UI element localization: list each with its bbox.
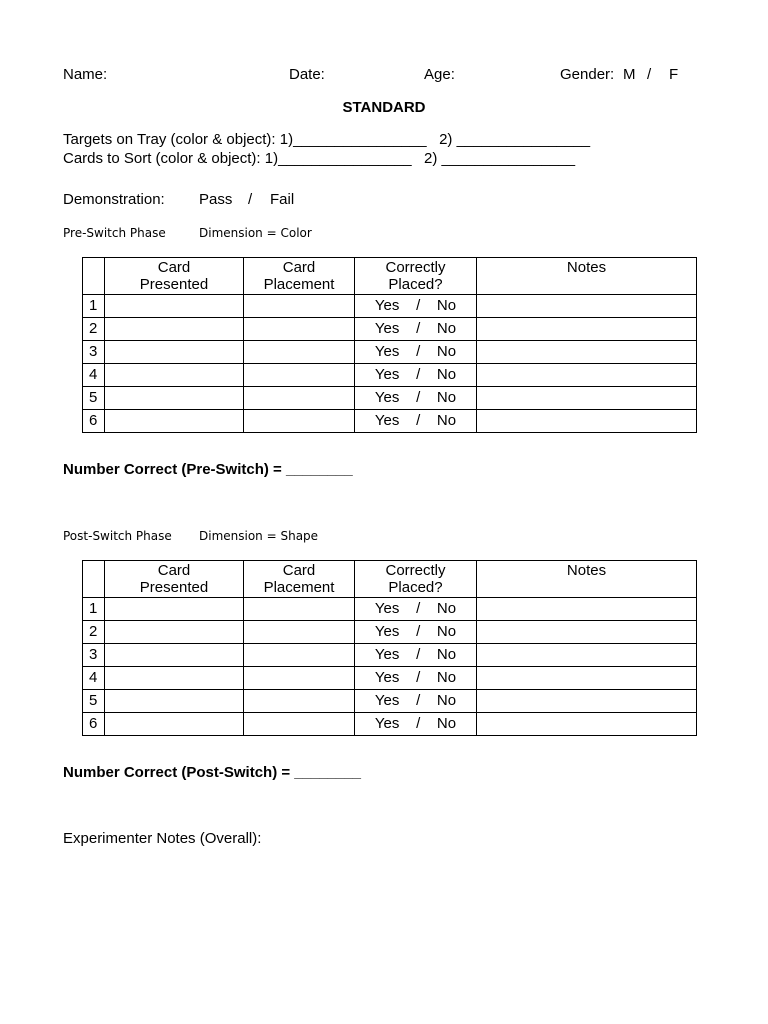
correctly-placed-cell[interactable]: Yes / No bbox=[355, 295, 477, 318]
table-row bbox=[83, 598, 697, 621]
pre-switch-score-line: Number Correct (Pre-Switch) = ________ bbox=[63, 461, 353, 478]
row-number: 6 bbox=[83, 713, 105, 736]
row-number: 2 bbox=[83, 318, 105, 341]
name-label: Name: bbox=[63, 66, 108, 83]
header-card-placement: Card Placement bbox=[244, 561, 355, 598]
gender-option-f: F bbox=[669, 66, 679, 83]
gender-label: Gender: bbox=[560, 66, 615, 83]
card-presented-cell[interactable] bbox=[105, 667, 244, 690]
demonstration-fail: Fail bbox=[270, 191, 295, 208]
card-placement-cell[interactable] bbox=[244, 364, 355, 387]
row-number: 2 bbox=[83, 621, 105, 644]
correctly-placed-cell[interactable]: Yes / No bbox=[355, 690, 477, 713]
cards-to-sort-line: Cards to Sort (color & object): 1)________________ 2) ________________ bbox=[63, 150, 576, 167]
notes-cell[interactable] bbox=[477, 341, 697, 364]
header-number bbox=[83, 258, 105, 295]
correctly-placed-cell[interactable]: Yes / No bbox=[355, 364, 477, 387]
correctly-placed-cell[interactable]: Yes / No bbox=[355, 341, 477, 364]
row-number: 4 bbox=[83, 364, 105, 387]
row-number: 3 bbox=[83, 341, 105, 364]
pre-switch-phase-label: Pre-Switch Phase bbox=[63, 226, 166, 240]
card-placement-cell[interactable] bbox=[244, 598, 355, 621]
card-placement-cell[interactable] bbox=[244, 667, 355, 690]
card-presented-cell[interactable] bbox=[105, 644, 244, 667]
targets-on-tray-line: Targets on Tray (color & object): 1)________________ 2) ________________ bbox=[63, 131, 591, 148]
table-header-row bbox=[83, 258, 697, 295]
card-placement-cell[interactable] bbox=[244, 410, 355, 433]
post-switch-dimension-label: Dimension = Shape bbox=[199, 529, 319, 543]
row-number: 6 bbox=[83, 410, 105, 433]
row-number: 5 bbox=[83, 387, 105, 410]
card-placement-cell[interactable] bbox=[244, 644, 355, 667]
gender-separator: / bbox=[647, 66, 652, 83]
table-row bbox=[83, 713, 697, 736]
card-placement-cell[interactable] bbox=[244, 690, 355, 713]
header-notes: Notes bbox=[477, 561, 697, 598]
table-row bbox=[83, 387, 697, 410]
correctly-placed-cell[interactable]: Yes / No bbox=[355, 387, 477, 410]
table-row bbox=[83, 341, 697, 364]
card-presented-cell[interactable] bbox=[105, 295, 244, 318]
post-switch-table bbox=[82, 560, 697, 736]
row-number: 1 bbox=[83, 598, 105, 621]
card-presented-cell[interactable] bbox=[105, 410, 244, 433]
header-notes: Notes bbox=[477, 258, 697, 295]
demonstration-pass: Pass bbox=[199, 191, 233, 208]
post-switch-phase-label: Post-Switch Phase bbox=[63, 529, 172, 543]
pre-switch-dimension-label: Dimension = Color bbox=[199, 226, 312, 240]
notes-cell[interactable] bbox=[477, 410, 697, 433]
card-presented-cell[interactable] bbox=[105, 341, 244, 364]
correctly-placed-cell[interactable]: Yes / No bbox=[355, 318, 477, 341]
correctly-placed-cell[interactable]: Yes / No bbox=[355, 598, 477, 621]
age-label: Age: bbox=[424, 66, 455, 83]
table-row bbox=[83, 644, 697, 667]
card-placement-cell[interactable] bbox=[244, 621, 355, 644]
row-number: 3 bbox=[83, 644, 105, 667]
notes-cell[interactable] bbox=[477, 295, 697, 318]
demonstration-label: Demonstration: bbox=[63, 191, 165, 208]
card-placement-cell[interactable] bbox=[244, 387, 355, 410]
table-row bbox=[83, 295, 697, 318]
correctly-placed-cell[interactable]: Yes / No bbox=[355, 644, 477, 667]
correctly-placed-cell[interactable]: Yes / No bbox=[355, 713, 477, 736]
header-card-presented: Card Presented bbox=[105, 561, 244, 598]
page-title: STANDARD bbox=[342, 99, 426, 116]
header-card-presented: Card Presented bbox=[105, 258, 244, 295]
card-presented-cell[interactable] bbox=[105, 387, 244, 410]
notes-cell[interactable] bbox=[477, 621, 697, 644]
card-presented-cell[interactable] bbox=[105, 690, 244, 713]
card-placement-cell[interactable] bbox=[244, 341, 355, 364]
correctly-placed-cell[interactable]: Yes / No bbox=[355, 410, 477, 433]
header-correctly-placed: Correctly Placed? bbox=[355, 258, 477, 295]
card-presented-cell[interactable] bbox=[105, 598, 244, 621]
gender-option-m: M bbox=[623, 66, 636, 83]
table-row bbox=[83, 364, 697, 387]
date-label: Date: bbox=[289, 66, 325, 83]
header-card-placement: Card Placement bbox=[244, 258, 355, 295]
correctly-placed-cell[interactable]: Yes / No bbox=[355, 667, 477, 690]
demonstration-separator: / bbox=[248, 191, 253, 208]
row-number: 4 bbox=[83, 667, 105, 690]
table-row bbox=[83, 410, 697, 433]
header-correctly-placed: Correctly Placed? bbox=[355, 561, 477, 598]
card-presented-cell[interactable] bbox=[105, 364, 244, 387]
table-row bbox=[83, 318, 697, 341]
notes-cell[interactable] bbox=[477, 713, 697, 736]
card-presented-cell[interactable] bbox=[105, 318, 244, 341]
table-row bbox=[83, 621, 697, 644]
row-number: 5 bbox=[83, 690, 105, 713]
pre-switch-table bbox=[82, 257, 697, 433]
card-placement-cell[interactable] bbox=[244, 295, 355, 318]
post-switch-score-line: Number Correct (Post-Switch) = ________ bbox=[63, 764, 362, 781]
notes-cell[interactable] bbox=[477, 644, 697, 667]
header-number bbox=[83, 561, 105, 598]
notes-cell[interactable] bbox=[477, 387, 697, 410]
table-row bbox=[83, 667, 697, 690]
card-placement-cell[interactable] bbox=[244, 318, 355, 341]
notes-cell[interactable] bbox=[477, 690, 697, 713]
row-number: 1 bbox=[83, 295, 105, 318]
card-placement-cell[interactable] bbox=[244, 713, 355, 736]
notes-cell[interactable] bbox=[477, 667, 697, 690]
notes-cell[interactable] bbox=[477, 598, 697, 621]
table-row bbox=[83, 690, 697, 713]
card-presented-cell[interactable] bbox=[105, 621, 244, 644]
experimenter-notes-label: Experimenter Notes (Overall): bbox=[63, 830, 262, 847]
correctly-placed-cell[interactable]: Yes / No bbox=[355, 621, 477, 644]
card-presented-cell[interactable] bbox=[105, 713, 244, 736]
notes-cell[interactable] bbox=[477, 318, 697, 341]
table-header-row bbox=[83, 561, 697, 598]
notes-cell[interactable] bbox=[477, 364, 697, 387]
